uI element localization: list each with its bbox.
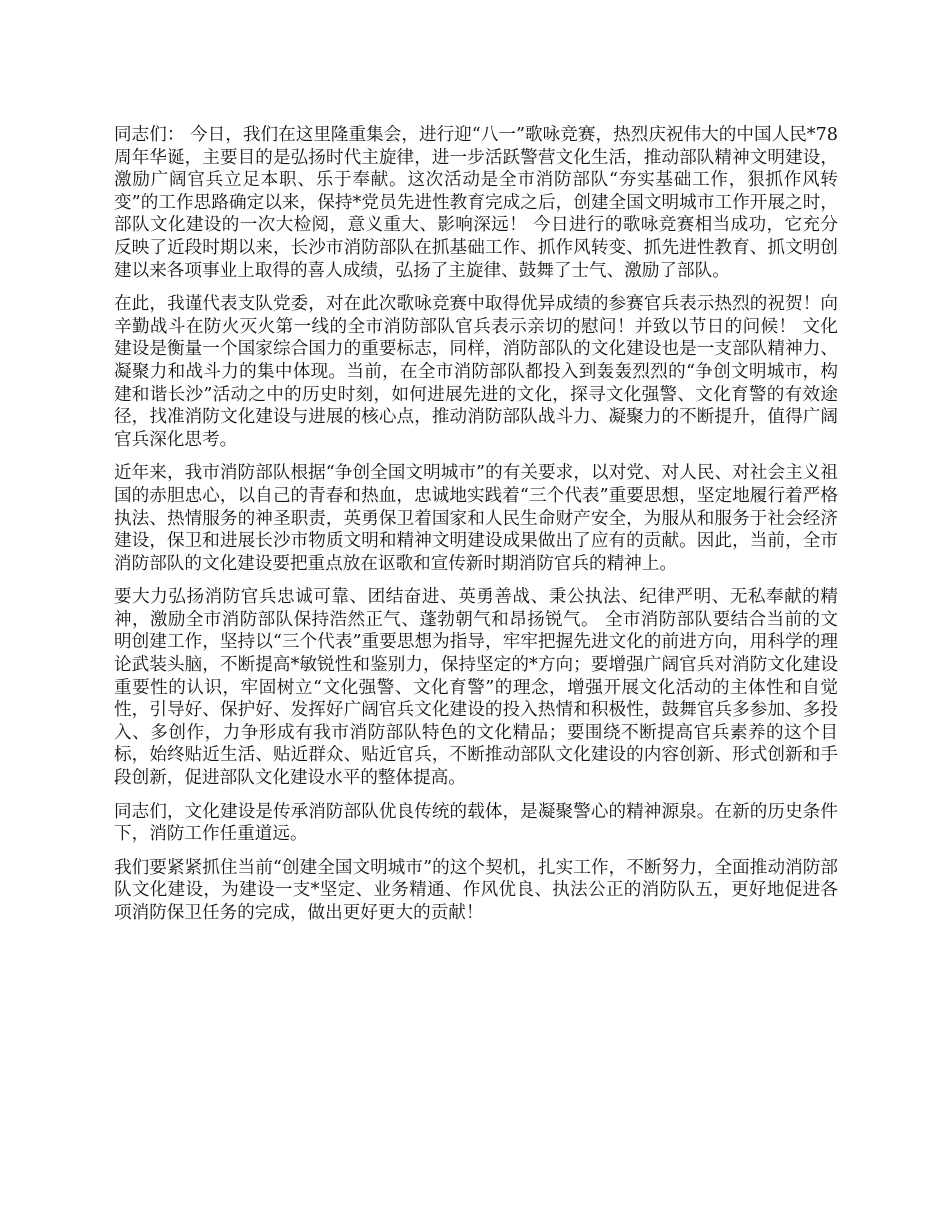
paragraph-1: 同志们： 今日，我们在这里隆重集会，进行迎“八一”歌咏竞赛，热烈庆祝伟大的中国人民*78周年华诞，主要目的是弘扬时代主旋律，进一步活跃警营文化生活，推动部队精神文明建设，激励广阔官兵立足本职、乐于奉献。这次活动是全市消防部队“夯实基础工作，狠抓作风转变”的工作思路确定以来，保持*党员先进性教育完成之后，创建全国文明城市工作开展之时，部队文化建设的一次大检阅，意义重大、影响深远！ 今日进行的歌咏竞赛相当成功，它充分反映了近段时期以来，长沙市消防部队在抓基础工作、抓作风转变、抓先进性教育、抓文明创建以来各项事业上取得的喜人成绩，弘扬了主旋律、鼓舞了士气、激励了部队。: [114, 125, 838, 281]
paragraph-5: 同志们，文化建设是传承消防部队优良传统的载体，是凝聚警心的精神源泉。在新的历史条件下，消防工作任重道远。: [114, 801, 838, 845]
document-body: [114, 124, 838, 936]
paragraph-2: 在此，我谨代表支队党委，对在此次歌咏竞赛中取得优异成绩的参赛官兵表示热烈的祝贺！向辛勤战斗在防火灭火第一线的全市消防部队官兵表示亲切的慰问！并致以节日的问候！ 文化建设是衡量一个国家综合国力的重要标志，同样，消防部队的文化建设也是一支部队精神力、凝聚力和战斗力的集中体现。当前，在全市消防部队都投入到轰轰烈烈的“争创文明城市，构建和谐长沙”活动之中的历史时刻，如何进展先进的文化，探寻文化强警、文化育警的有效途径，找准消防文化建设与进展的核心点，推动消防部队战斗力、凝聚力的不断提升，值得广阔官兵深化思考。: [114, 294, 838, 450]
paragraph-6: 我们要紧紧抓住当前“创建全国文明城市”的这个契机，扎实工作，不断努力，全面推动消防部队文化建设，为建设一支*坚定、业务精通、作风优良、执法公正的消防队五，更好地促进各项消防保卫任务的完成，做出更好更大的贡献！: [114, 857, 838, 923]
paragraph-3: 近年来，我市消防部队根据“争创全国文明城市”的有关要求，以对党、对人民、对社会主义祖国的赤胆忠心，以自己的青春和热血，忠诚地实践着“三个代表”重要思想，坚定地履行着严格执法、热情服务的神圣职责，英勇保卫着国家和人民生命财产安全，为服从和服务于社会经济建设，保卫和进展长沙市物质文明和精神文明建设成果做出了应有的贡献。因此，当前，全市消防部队的文化建设要把重点放在讴歌和宣传新时期消防官兵的精神上。: [114, 463, 838, 574]
paragraph-4: 要大力弘扬消防官兵忠诚可靠、团结奋进、英勇善战、秉公执法、纪律严明、无私奉献的精神，激励全市消防部队保持浩然正气、蓬勃朝气和昂扬锐气。 全市消防部队要结合当前的文明创建工作，坚持以“三个代表”重要思想为指导，牢牢把握先进文化的前进方向，用科学的理论武装头脑，不断提高*敏锐性和鉴别力，保持坚定的*方向；要增强广阔官兵对消防文化建设重要性的认识，牢固树立“文化强警、文化育警”的理念，增强开展文化活动的主体性和自觉性，引导好、保护好、发挥好广阔官兵文化建设的投入热情和积极性，鼓舞官兵多参加、多投入、多创作，力争形成有我市消防部队特色的文化精品；要围绕不断提高官兵素养的这个目标，始终贴近生活、贴近群众、贴近官兵，不断推动部队文化建设的内容创新、形式创新和手段创新，促进部队文化建设水平的整体提高。: [114, 587, 838, 789]
